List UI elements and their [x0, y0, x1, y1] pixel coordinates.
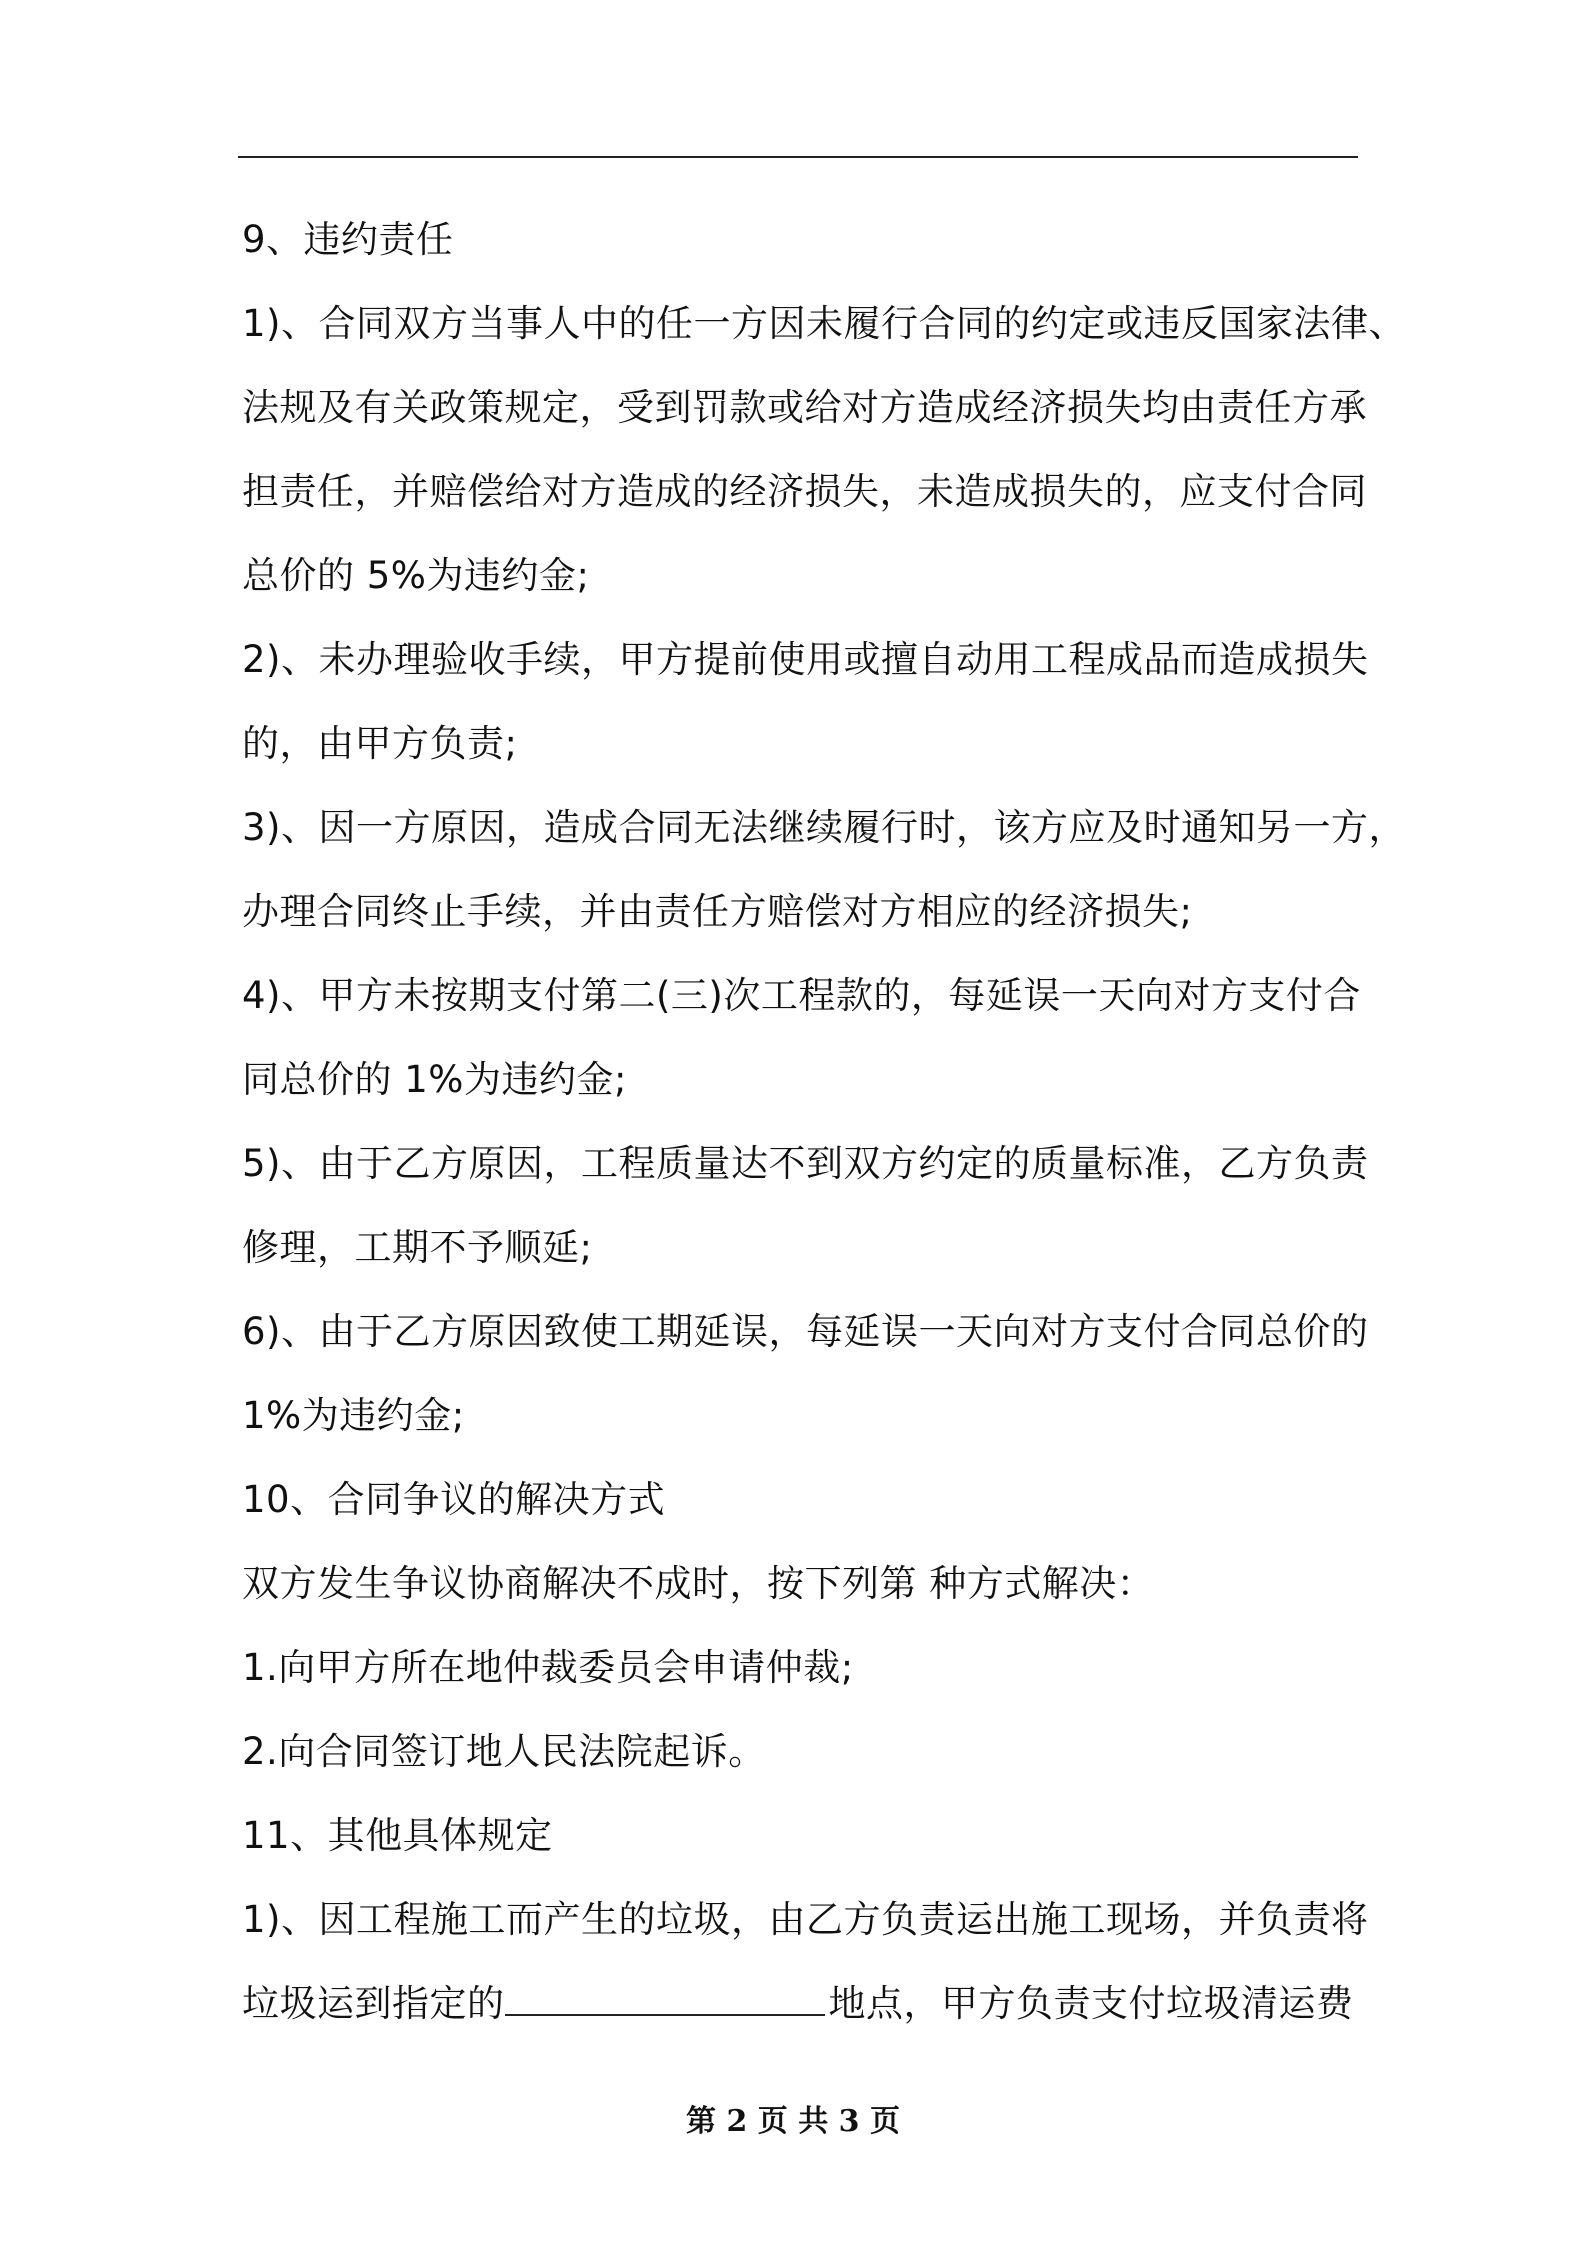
document-body [242, 198, 1406, 2046]
text-before-blank: 垃圾运到指定的 [242, 1982, 505, 2025]
paragraph-line: 1)、合同双方当事人中的任一方因未履行合同的约定或违反国家法律、 [242, 302, 1406, 345]
paragraph-line: 1.向甲方所在地仲裁委员会申请仲裁; [242, 1646, 854, 1689]
paragraph-line: 2.向合同签订地人民法院起诉。 [242, 1730, 766, 1773]
paragraph-line: 修理，工期不予顺延; [242, 1226, 593, 1269]
paragraph-line: 2)、未办理验收手续，甲方提前使用或擅自动用工程成品而造成损失 [242, 638, 1369, 681]
fill-in-blank [505, 1984, 825, 2016]
paragraph-line: 1%为违约金; [242, 1394, 465, 1437]
section-heading-breach: 9、违约责任 [242, 218, 454, 261]
paragraph-line: 总价的 5%为违约金; [242, 554, 590, 597]
section-heading-other: 11、其他具体规定 [242, 1814, 553, 1857]
paragraph-line: 同总价的 1%为违约金; [242, 1058, 627, 1101]
paragraph-line: 3)、因一方原因，造成合同无法继续履行时，该方应及时通知另一方， [242, 806, 1406, 849]
paragraph-line: 担责任，并赔偿给对方造成的经济损失，未造成损失的，应支付合同 [242, 470, 1367, 513]
section-heading-dispute: 10、合同争议的解决方式 [242, 1478, 666, 1521]
paragraph-line: 5)、由于乙方原因，工程质量达不到双方约定的质量标准，乙方负责 [242, 1142, 1369, 1185]
text-after-blank: 地点，甲方负责支付垃圾清运费 [828, 1982, 1354, 2025]
paragraph-line: 办理合同终止手续，并由责任方赔偿对方相应的经济损失; [242, 890, 1193, 933]
paragraph-line: 1)、因工程施工而产生的垃圾，由乙方负责运出施工现场，并负责将 [242, 1898, 1369, 1941]
paragraph-line: 法规及有关政策规定，受到罚款或给对方造成经济损失均由责任方承 [242, 386, 1367, 429]
header-rule [238, 156, 1358, 158]
paragraph-line: 双方发生争议协商解决不成时，按下列第 种方式解决： [242, 1562, 1155, 1605]
paragraph-line: 4)、甲方未按期支付第二(三)次工程款的，每延误一天向对方支付合 [242, 974, 1361, 1017]
paragraph-line-with-blank [242, 1962, 1372, 2046]
paragraph-line: 6)、由于乙方原因致使工期延误，每延误一天向对方支付合同总价的 [242, 1310, 1369, 1353]
page-number: 第 2 页 共 3 页 [686, 2104, 900, 2139]
paragraph-line: 的，由甲方负责; [242, 722, 518, 765]
